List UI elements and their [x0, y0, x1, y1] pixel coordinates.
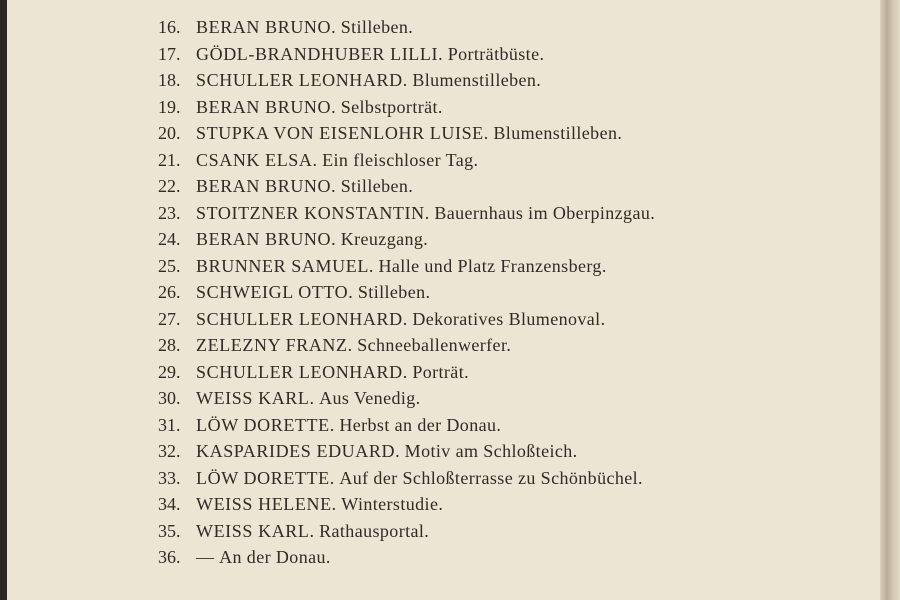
catalog-entry — [158, 359, 858, 386]
entry-number: 30. — [158, 388, 181, 408]
entry-artist: BERAN BRUNO. — [196, 229, 337, 249]
entry-number: 28. — [158, 335, 181, 355]
entry-number: 17. — [158, 43, 181, 64]
catalog-entry — [158, 94, 858, 121]
catalog-entry — [158, 147, 858, 174]
entry-number: 24. — [158, 229, 181, 249]
page-left-edge — [0, 0, 7, 600]
entry-artist: STOITZNER KONSTANTIN. — [196, 202, 430, 223]
entry-number: 33. — [158, 467, 181, 488]
catalog-entry — [158, 14, 858, 41]
catalog-entry — [158, 438, 858, 465]
entry-number: 32. — [158, 441, 181, 461]
page-gutter-fold — [880, 0, 900, 600]
catalog-entry — [158, 544, 858, 571]
entry-number: 20. — [158, 123, 181, 143]
entry-number: 27. — [158, 308, 181, 329]
entry-number: 16. — [158, 17, 181, 37]
entry-artist: STUPKA VON EISENLOHR LUISE. — [196, 123, 489, 143]
entry-title: Rathausportal. — [319, 520, 430, 541]
catalog-entry — [158, 173, 858, 200]
entry-number: 22. — [158, 176, 181, 196]
entry-artist: KASPARIDES EDUARD. — [196, 441, 401, 461]
entry-artist: LÖW DORETTE. — [196, 467, 335, 488]
entry-title: Blumenstilleben. — [412, 70, 542, 90]
entry-artist: CSANK ELSA. — [196, 149, 318, 170]
entry-artist: BRUNNER SAMUEL. — [196, 255, 375, 276]
entry-title: Halle und Platz Franzensberg. — [378, 255, 607, 276]
entry-artist: LÖW DORETTE. — [196, 414, 335, 435]
entry-title: Blumenstilleben. — [493, 123, 623, 143]
entry-artist: SCHULLER LEONHARD. — [196, 308, 408, 329]
entry-artist: WEISS KARL. — [196, 388, 315, 408]
entry-number: 23. — [158, 202, 181, 223]
entry-title: Schneeballenwerfer. — [357, 335, 512, 355]
entry-artist: SCHULLER LEONHARD. — [196, 361, 408, 382]
catalog-entry — [158, 279, 858, 306]
entry-number: 18. — [158, 70, 181, 90]
entry-title: Herbst an der Donau. — [339, 414, 502, 435]
entry-artist: SCHWEIGL OTTO. — [196, 282, 354, 302]
entry-artist: BERAN BRUNO. — [196, 96, 337, 117]
entry-artist: BERAN BRUNO. — [196, 17, 337, 37]
entry-title: Motiv am Schloßteich. — [404, 441, 578, 461]
entry-number: 35. — [158, 520, 181, 541]
entry-title: Stilleben. — [357, 282, 431, 302]
entry-title: An der Donau. — [219, 547, 331, 567]
entry-title: Porträtbüste. — [447, 43, 545, 64]
entry-title: Winterstudie. — [341, 494, 444, 514]
entry-artist: WEISS KARL. — [196, 520, 315, 541]
entry-artist: GÖDL-BRANDHUBER LILLI. — [196, 43, 444, 64]
catalog-entry — [158, 200, 858, 227]
entry-title: Kreuzgang. — [340, 229, 429, 249]
entry-number: 29. — [158, 361, 181, 382]
entry-title: Stilleben. — [340, 176, 414, 196]
catalog-entry — [158, 412, 858, 439]
entry-title: Auf der Schloßterrasse zu Schönbüchel. — [339, 467, 643, 488]
catalog-entry — [158, 465, 858, 492]
entry-number: 25. — [158, 255, 181, 276]
catalog-entry — [158, 226, 858, 253]
catalog-entry — [158, 120, 858, 147]
entry-title: Selbstporträt. — [340, 96, 443, 117]
entry-number: 36. — [158, 547, 181, 567]
entry-artist: ZELEZNY FRANZ. — [196, 335, 353, 355]
entry-artist: — — [196, 547, 215, 567]
entry-number: 21. — [158, 149, 181, 170]
catalog-list — [158, 14, 858, 571]
entry-title: Dekoratives Blumenoval. — [412, 308, 606, 329]
entry-artist: SCHULLER LEONHARD. — [196, 70, 408, 90]
entry-title: Ein fleischloser Tag. — [322, 149, 479, 170]
catalog-entry — [158, 253, 858, 280]
catalog-entry — [158, 518, 858, 545]
catalog-entry — [158, 41, 858, 68]
entry-number: 19. — [158, 96, 181, 117]
entry-artist: BERAN BRUNO. — [196, 176, 337, 196]
catalog-entry — [158, 385, 858, 412]
entry-number: 26. — [158, 282, 181, 302]
catalog-entry — [158, 67, 858, 94]
catalog-entry — [158, 332, 858, 359]
entry-title: Bauernhaus im Oberpinzgau. — [434, 202, 656, 223]
catalog-entry — [158, 306, 858, 333]
entry-number: 31. — [158, 414, 181, 435]
entry-artist: WEISS HELENE. — [196, 494, 337, 514]
catalog-entry — [158, 491, 858, 518]
entry-title: Aus Venedig. — [319, 388, 421, 408]
entry-number: 34. — [158, 494, 181, 514]
entry-title: Porträt. — [412, 361, 470, 382]
entry-title: Stilleben. — [340, 17, 414, 37]
